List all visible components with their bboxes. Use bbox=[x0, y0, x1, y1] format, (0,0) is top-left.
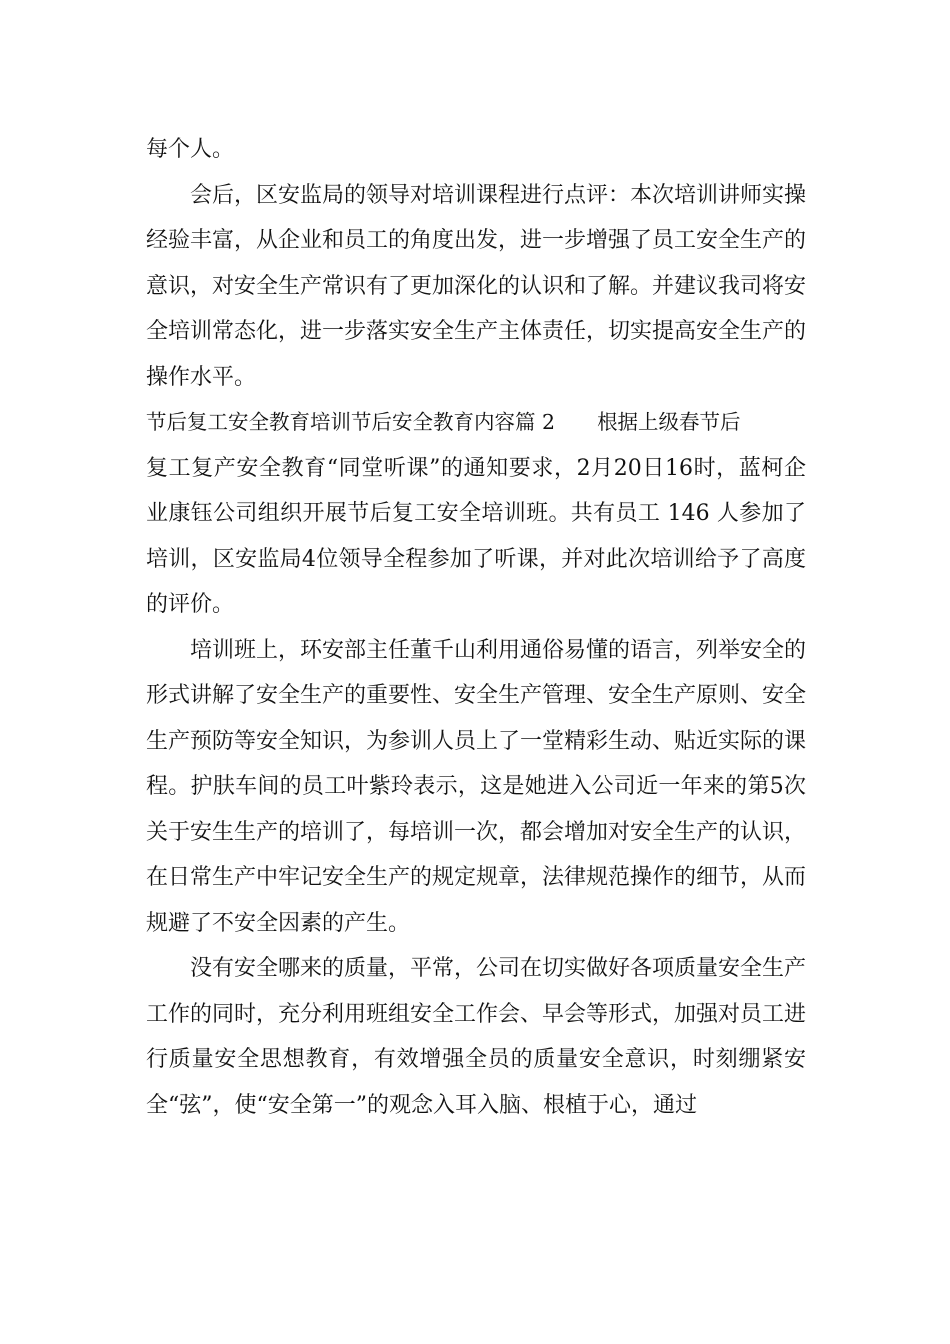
section-heading: 节后复工安全教育培训节后安全教育内容篇 2 bbox=[146, 410, 556, 434]
paragraph-4: 没有安全哪来的质量，平常，公司在切实做好各项质量安全生产工作的同时，充分利用班组安全工作会、早会等形式，加强对员工进行质量安全思想教育，有效增强全员的质量安全意识，时刻绷紧安全“弦”，使“安全第一”的观念入耳入脑、根植于心，通过 bbox=[146, 956, 807, 1118]
section-intro-start: 根据上级春节后 bbox=[597, 410, 741, 434]
paragraph-1: 每个人。 bbox=[146, 137, 235, 162]
paragraph-3: 培训班上，环安部主任董千山利用通俗易懂的语言，列举安全的形式讲解了安全生产的重要性、安全生产管理、安全生产原则、安全生产预防等安全知识，为参训人员上了一堂精彩生动、贴近实际的课程。护肤车间的员工叶紫玲表示，这是她进入公司近一年来的第5次关于安生生产的培训了，每培训一次，都会增加对安全生产的认识，在日常生产中牢记安全生产的规定规章，法律规范操作的细节，从而规避了不安全因素的产生。 bbox=[146, 637, 807, 936]
section-heading-line bbox=[146, 400, 806, 446]
paragraph-2: 会后，区安监局的领导对培训课程进行点评：本次培训讲师实操经验丰富，从企业和员工的角度出发，进一步增强了员工安全生产的意识，对安全生产常识有了更加深化的认识和了解。并建议我司将安全培训常态化，进一步落实安全生产主体责任，切实提高安全生产的操作水平。 bbox=[146, 182, 807, 390]
document-page bbox=[146, 127, 806, 1128]
section-intro-paragraph: 复工复产安全教育“同堂听课”的通知要求，2月20日16时，蓝柯企业康钰公司组织开展节后复工安全培训班。共有员工 146 人参加了培训，区安监局4位领导全程参加了听课，并对此次培训给予了高度的评价。 bbox=[146, 455, 806, 617]
